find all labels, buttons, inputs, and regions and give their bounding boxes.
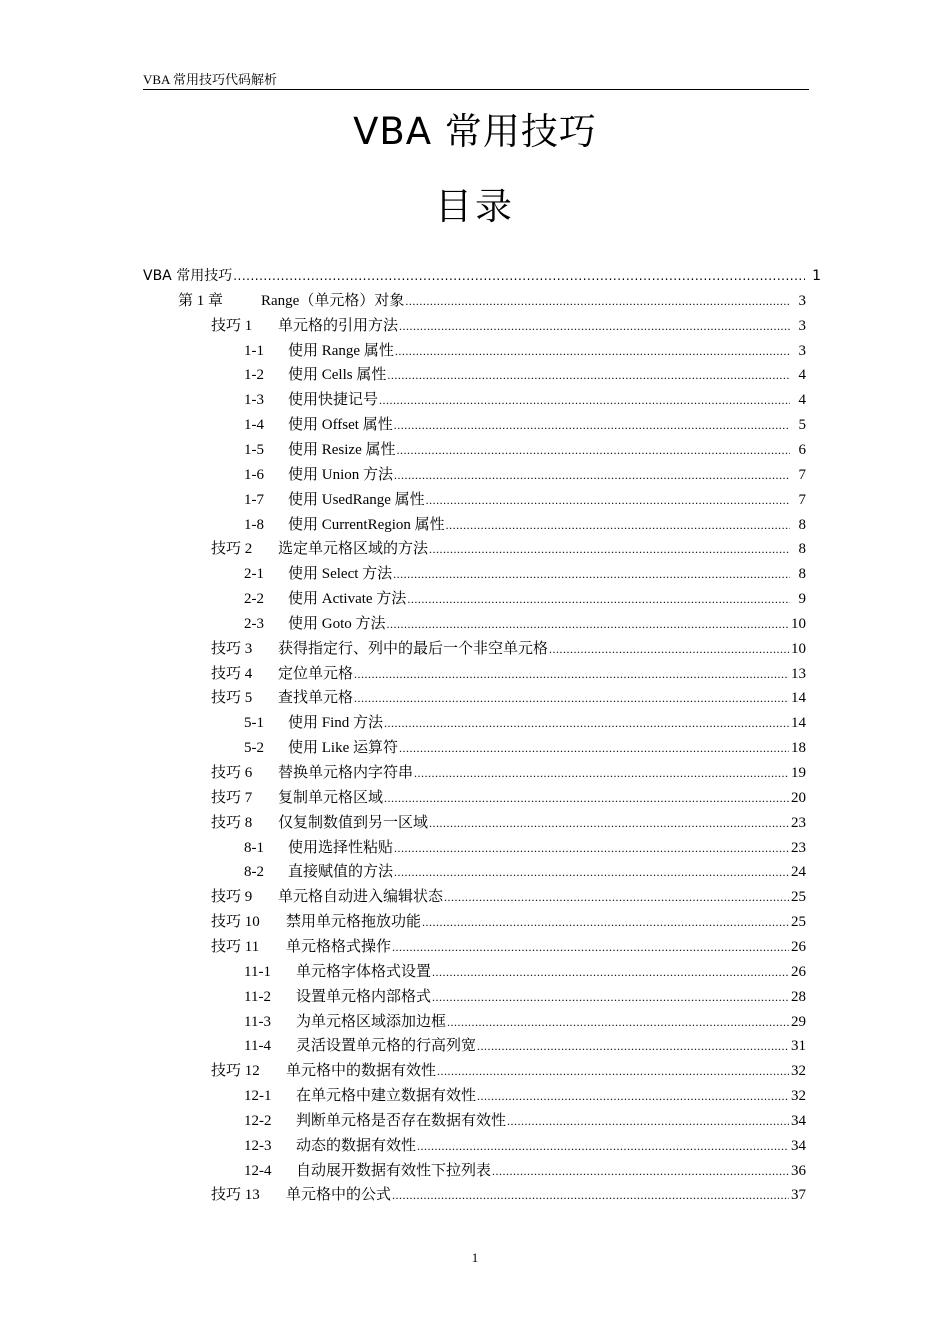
toc-entry-label: 单元格字体格式设置 bbox=[296, 963, 432, 980]
toc-entry-number: 技巧 7 bbox=[211, 789, 253, 806]
toc-entry-page: 4 bbox=[798, 367, 806, 384]
toc-entry[interactable] bbox=[211, 686, 806, 710]
toc-entry[interactable] bbox=[211, 314, 806, 338]
toc-leader-dots bbox=[233, 264, 805, 288]
toc-leader-dots bbox=[447, 1010, 789, 1034]
toc-entry-page: 7 bbox=[798, 466, 806, 483]
toc-entry[interactable] bbox=[211, 1059, 806, 1083]
toc-entry-number: 1-2 bbox=[244, 367, 264, 384]
toc-entry-label: 仅复制数值到另一区域 bbox=[278, 814, 429, 831]
toc-entry-number: 技巧 8 bbox=[211, 814, 253, 831]
toc-entry-page: 28 bbox=[791, 988, 806, 1005]
toc-entry-label: 获得指定行、列中的最后一个非空单元格 bbox=[278, 640, 549, 657]
toc-entry[interactable] bbox=[244, 562, 806, 586]
toc-entry-page: 25 bbox=[791, 889, 806, 906]
running-title: VBA 常用技巧代码解析 bbox=[143, 72, 277, 87]
toc-entry[interactable] bbox=[244, 339, 806, 363]
toc-entry-page: 14 bbox=[791, 715, 806, 732]
toc-entry[interactable] bbox=[244, 612, 806, 636]
toc-leader-dots bbox=[422, 910, 789, 934]
toc-leader-dots bbox=[395, 339, 790, 363]
toc-leader-dots bbox=[492, 1159, 789, 1183]
toc-entry[interactable] bbox=[244, 1034, 806, 1058]
toc-leader-dots bbox=[354, 662, 789, 686]
toc-entry-page: 3 bbox=[798, 317, 806, 334]
toc-leader-dots bbox=[394, 413, 790, 437]
toc-leader-dots bbox=[432, 960, 789, 984]
toc-entry-label: 替换单元格内字符串 bbox=[278, 765, 414, 781]
toc-entry[interactable] bbox=[244, 960, 806, 984]
toc-entry-number: 技巧 11 bbox=[211, 938, 260, 955]
toc-entry[interactable] bbox=[211, 637, 806, 661]
toc-leader-dots bbox=[384, 711, 789, 735]
toc-entry[interactable] bbox=[244, 488, 806, 512]
toc-leader-dots bbox=[405, 289, 790, 313]
toc-entry-page: 4 bbox=[798, 392, 806, 409]
toc-entry-page: 8 bbox=[798, 566, 806, 583]
toc-entry-label: 单元格中的公式 bbox=[286, 1187, 392, 1204]
toc-entry-number: 5-2 bbox=[244, 740, 264, 757]
toc-entry-number: 技巧 4 bbox=[211, 665, 253, 682]
toc-entry-page: 8 bbox=[798, 516, 806, 533]
toc-entry-page: 31 bbox=[791, 1038, 806, 1055]
toc-leader-dots bbox=[394, 463, 790, 487]
toc-leader-dots bbox=[444, 885, 789, 909]
toc-leader-dots bbox=[387, 363, 790, 387]
toc-entry[interactable] bbox=[211, 786, 806, 810]
toc-entry-number: 技巧 13 bbox=[211, 1187, 260, 1204]
toc-entry-page: 19 bbox=[791, 765, 806, 781]
toc-entry[interactable] bbox=[211, 910, 806, 934]
toc-entry-page: 8 bbox=[798, 541, 806, 558]
toc-leader-dots bbox=[384, 786, 789, 810]
toc-entry-page: 3 bbox=[798, 292, 806, 309]
toc-entry-number: 11-1 bbox=[244, 963, 271, 980]
toc-entry-label: 使用 Range 属性 bbox=[288, 342, 394, 359]
toc-entry-number: 技巧 1 bbox=[211, 317, 253, 334]
toc-entry-page: 25 bbox=[791, 914, 806, 931]
toc-entry-page: 20 bbox=[791, 789, 806, 806]
toc-heading: 目录 bbox=[435, 185, 515, 228]
toc-entry[interactable] bbox=[244, 985, 806, 1009]
toc-entry-page: 6 bbox=[798, 441, 806, 458]
toc-entry-number: 8-1 bbox=[244, 839, 264, 856]
toc-entry[interactable] bbox=[244, 1084, 806, 1108]
toc-entry[interactable] bbox=[244, 587, 806, 611]
toc-entry-page: 32 bbox=[791, 1063, 806, 1080]
toc-entry-label: 单元格中的数据有效性 bbox=[286, 1063, 437, 1080]
toc-entry-number: 2-2 bbox=[244, 591, 264, 608]
toc-entry-label: VBA 常用技巧 bbox=[143, 268, 233, 284]
toc-leader-dots bbox=[354, 686, 789, 710]
toc-entry-page: 9 bbox=[798, 591, 806, 608]
toc-entry[interactable] bbox=[211, 537, 806, 561]
page-number: 1 bbox=[471, 1250, 479, 1265]
toc-leader-dots bbox=[394, 836, 789, 860]
toc-leader-dots bbox=[507, 1109, 789, 1133]
toc-leader-dots bbox=[426, 488, 790, 512]
toc-entry-number: 8-2 bbox=[244, 864, 264, 881]
toc-entry-number: 1-4 bbox=[244, 417, 264, 434]
toc-entry[interactable] bbox=[244, 860, 806, 884]
toc-entry-page: 24 bbox=[791, 864, 806, 881]
toc-entry-label: 自动展开数据有效性下拉列表 bbox=[296, 1162, 492, 1179]
toc-leader-dots bbox=[477, 1034, 789, 1058]
toc-leader-dots bbox=[392, 935, 789, 959]
toc-leader-dots bbox=[407, 587, 790, 611]
toc-entry-page: 26 bbox=[791, 963, 806, 980]
toc-entry-page: 10 bbox=[791, 615, 806, 632]
toc-entry-label: 选定单元格区域的方法 bbox=[278, 541, 429, 558]
toc-entry-page: 23 bbox=[791, 839, 806, 856]
toc-entry-number: 技巧 5 bbox=[211, 690, 253, 707]
toc-entry-number: 11-2 bbox=[244, 988, 271, 1005]
toc-entry[interactable] bbox=[143, 264, 821, 288]
toc-entry-page: 29 bbox=[791, 1013, 806, 1030]
toc-entry-label: 使用 Resize 属性 bbox=[288, 441, 396, 458]
running-header bbox=[143, 72, 809, 90]
toc-entry-number: 技巧 12 bbox=[211, 1063, 260, 1080]
toc-entry-label: 查找单元格 bbox=[278, 690, 354, 707]
toc-entry-page: 23 bbox=[791, 814, 806, 831]
toc-entry[interactable] bbox=[211, 1183, 806, 1207]
toc-entry[interactable] bbox=[244, 1010, 806, 1034]
toc-entry[interactable] bbox=[244, 438, 806, 462]
toc-leader-dots bbox=[414, 761, 789, 785]
toc-entry-number: 5-1 bbox=[244, 715, 264, 732]
toc-entry-label: 使用选择性粘贴 bbox=[288, 839, 394, 856]
document-title: VBA 常用技巧 bbox=[353, 110, 597, 153]
toc-entry-label: 使用 Cells 属性 bbox=[288, 367, 387, 384]
toc-entry-number: 2-3 bbox=[244, 615, 264, 632]
toc-entry-number: 技巧 10 bbox=[211, 914, 260, 931]
toc-entry-number: 1-5 bbox=[244, 441, 264, 458]
toc-leader-dots bbox=[396, 438, 790, 462]
toc-entry-label: 单元格格式操作 bbox=[286, 938, 392, 955]
toc-entry-page: 7 bbox=[798, 491, 806, 508]
toc-leader-dots bbox=[393, 562, 790, 586]
toc-entry-number: 第 1 章 bbox=[178, 292, 224, 309]
toc-entry-page: 34 bbox=[791, 1112, 806, 1129]
toc-entry-label: 动态的数据有效性 bbox=[296, 1137, 417, 1154]
toc-leader-dots bbox=[446, 513, 790, 537]
toc-entry[interactable] bbox=[244, 836, 806, 860]
toc-entry-number: 1-6 bbox=[244, 466, 264, 483]
toc-entry-number: 12-3 bbox=[244, 1137, 272, 1154]
toc-entry[interactable] bbox=[211, 662, 806, 686]
toc-entry[interactable] bbox=[244, 463, 806, 487]
toc-entry-number: 11-3 bbox=[244, 1013, 271, 1030]
toc-entry-page: 1 bbox=[812, 268, 821, 284]
toc-entry-number: 1-7 bbox=[244, 491, 264, 508]
toc-entry-page: 37 bbox=[791, 1187, 806, 1204]
toc-entry-label: 灵活设置单元格的行高列宽 bbox=[296, 1038, 477, 1055]
toc-entry[interactable] bbox=[178, 289, 806, 313]
toc-entry-label: 判断单元格是否存在数据有效性 bbox=[296, 1112, 507, 1129]
toc-entry[interactable] bbox=[244, 513, 806, 537]
toc-entry-number: 技巧 6 bbox=[211, 765, 253, 781]
toc-entry-page: 3 bbox=[798, 342, 806, 359]
toc-entry-label: 使用 Offset 属性 bbox=[288, 417, 393, 434]
toc-entry-number: 12-4 bbox=[244, 1162, 272, 1179]
toc-entry-label: 在单元格中建立数据有效性 bbox=[296, 1088, 477, 1105]
toc-entry-label: 使用 Select 方法 bbox=[288, 566, 393, 583]
toc-entry-page: 10 bbox=[791, 640, 806, 657]
toc-entry-label: 使用 Find 方法 bbox=[288, 715, 384, 732]
toc-entry[interactable] bbox=[244, 736, 806, 760]
toc-leader-dots bbox=[392, 1183, 789, 1207]
toc-entry-page: 5 bbox=[798, 417, 806, 434]
toc-entry-page: 14 bbox=[791, 690, 806, 707]
toc-entry-number: 1-8 bbox=[244, 516, 264, 533]
toc-entry[interactable] bbox=[244, 1109, 806, 1133]
toc-leader-dots bbox=[477, 1084, 789, 1108]
toc-entry-label: 使用 CurrentRegion 属性 bbox=[288, 516, 445, 533]
toc-leader-dots bbox=[394, 860, 789, 884]
toc-entry-label: 使用 Like 运算符 bbox=[288, 740, 398, 757]
toc-leader-dots bbox=[432, 985, 789, 1009]
toc-leader-dots bbox=[399, 736, 789, 760]
toc-entry[interactable] bbox=[244, 711, 806, 735]
toc-leader-dots bbox=[549, 637, 789, 661]
toc-entry-number: 12-1 bbox=[244, 1088, 272, 1105]
toc-entry-label: 禁用单元格拖放功能 bbox=[286, 914, 422, 931]
toc-entry-label: 单元格自动进入编辑状态 bbox=[278, 889, 444, 906]
toc-leader-dots bbox=[429, 537, 790, 561]
toc-entry-label: 直接赋值的方法 bbox=[288, 864, 394, 881]
toc-entry[interactable] bbox=[244, 1134, 806, 1158]
toc-entry-page: 32 bbox=[791, 1088, 806, 1105]
toc-leader-dots bbox=[399, 314, 790, 338]
toc-entry[interactable] bbox=[211, 885, 806, 909]
toc-entry[interactable] bbox=[244, 413, 806, 437]
toc-entry-label: 为单元格区域添加边框 bbox=[296, 1013, 447, 1030]
toc-entry-label: 使用快捷记号 bbox=[288, 392, 379, 409]
toc-entry-page: 18 bbox=[791, 740, 806, 757]
toc-leader-dots bbox=[437, 1059, 789, 1083]
toc-entry-number: 11-4 bbox=[244, 1038, 271, 1055]
toc-leader-dots bbox=[417, 1134, 789, 1158]
toc-entry-label: Range（单元格）对象 bbox=[261, 292, 405, 309]
toc-entry[interactable] bbox=[211, 935, 806, 959]
toc-entry-label: 复制单元格区域 bbox=[278, 789, 384, 806]
toc-entry[interactable] bbox=[211, 761, 806, 785]
toc-entry-number: 技巧 9 bbox=[211, 889, 253, 906]
toc-entry-number: 技巧 3 bbox=[211, 640, 253, 657]
toc-entry-number: 12-2 bbox=[244, 1112, 272, 1129]
toc-entry[interactable] bbox=[244, 388, 806, 412]
toc-entry-number: 1-3 bbox=[244, 392, 264, 409]
toc-entry-number: 2-1 bbox=[244, 566, 264, 583]
toc-entry-label: 设置单元格内部格式 bbox=[296, 988, 432, 1005]
toc-leader-dots bbox=[379, 388, 790, 412]
toc-entry[interactable] bbox=[211, 811, 806, 835]
toc-entry-number: 技巧 2 bbox=[211, 541, 253, 558]
toc-entry-label: 使用 UsedRange 属性 bbox=[288, 491, 425, 508]
toc-leader-dots bbox=[387, 612, 789, 636]
toc-entry-label: 定位单元格 bbox=[278, 665, 354, 682]
toc-entry-label: 使用 Activate 方法 bbox=[288, 591, 407, 608]
toc-entry-page: 26 bbox=[791, 938, 806, 955]
toc-entry[interactable] bbox=[244, 1159, 806, 1183]
toc-entry-label: 使用 Goto 方法 bbox=[288, 615, 386, 632]
toc-leader-dots bbox=[429, 811, 789, 835]
toc-entry-label: 使用 Union 方法 bbox=[288, 466, 394, 483]
toc-entry-page: 34 bbox=[791, 1137, 806, 1154]
toc-entry[interactable] bbox=[244, 363, 806, 387]
toc-entry-page: 36 bbox=[791, 1162, 806, 1179]
toc-entry-label: 单元格的引用方法 bbox=[278, 317, 399, 334]
toc-entry-page: 13 bbox=[791, 665, 806, 682]
toc-entry-number: 1-1 bbox=[244, 342, 264, 359]
